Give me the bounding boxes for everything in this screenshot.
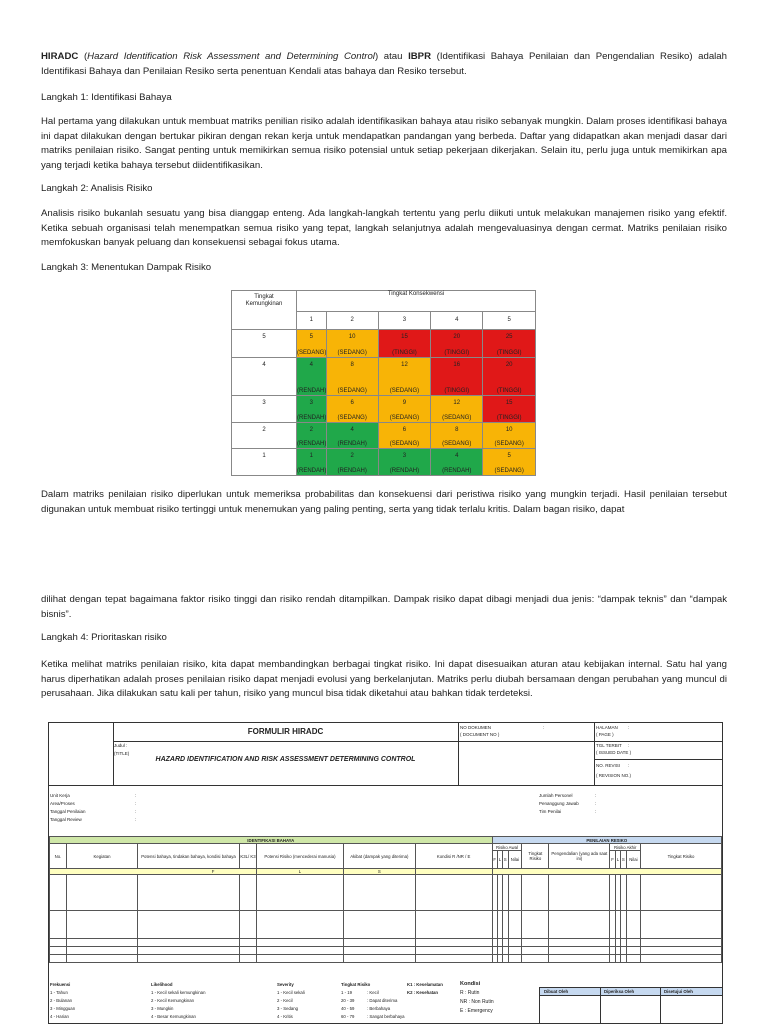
legend-item: 3 - Mingguan: [50, 1006, 76, 1011]
hiradc-abbrev: HIRADC: [41, 51, 79, 62]
risk-value: 20: [505, 361, 513, 368]
risk-value: 4: [455, 453, 459, 460]
risk-level: (RENDAH): [337, 468, 367, 474]
col-label: 4: [431, 311, 483, 330]
risk-level: (TINGGI): [496, 414, 522, 421]
risk-level: (SEDANG): [389, 387, 420, 394]
risk-level: (SEDANG): [442, 441, 472, 448]
col-risiko-akhir: Risiko Akhir: [610, 844, 641, 851]
risk-level: (SEDANG): [494, 441, 524, 448]
issued-date-label: ( ISSUED DATE ): [596, 750, 632, 755]
legend-item: 1 - Kecil sekali: [277, 990, 305, 995]
risk-value: 4: [309, 361, 313, 368]
risk-level: (RENDAH): [297, 441, 327, 448]
risk-level: (RENDAH): [297, 414, 327, 421]
tingkat-risiko-label: Tingkat Risiko: [341, 982, 371, 987]
matrix-row: [232, 449, 536, 476]
legend-item: 4 - Kritis: [277, 1014, 293, 1019]
col-s: S: [620, 851, 626, 869]
page-box: [594, 723, 722, 742]
risk-cell: [326, 395, 378, 422]
form-title-box: [113, 723, 459, 742]
col-label: 5: [483, 311, 536, 330]
table-row: [50, 875, 722, 911]
risk-level: (TINGGI): [496, 349, 522, 356]
risk-cell: [297, 330, 327, 358]
step3-heading: Langkah 3: Menentukan Dampak Risiko: [41, 262, 212, 273]
table-row: [50, 911, 722, 939]
risk-level: (SEDANG): [389, 441, 420, 448]
no-revisi-label: NO. REVISI: [596, 763, 621, 768]
col-potensi-bahaya: Potensi bahaya, tindakan bahaya, kondisi bahaya: [138, 844, 240, 869]
matrix-row: [232, 330, 536, 358]
doc-blank-box: [458, 741, 595, 786]
risk-cell: [378, 330, 430, 358]
risk-cell: [326, 449, 378, 476]
risk-cell: [326, 330, 378, 358]
risk-value: 6: [402, 426, 407, 433]
no-dokumen-label: NO DOKUMEN: [460, 725, 492, 730]
risk-level: (SEDANG): [442, 414, 472, 421]
legend-item: 3 - Mungkin: [151, 1006, 174, 1011]
risk-value: 2: [350, 453, 354, 460]
fls-bar: S: [344, 869, 416, 875]
risk-cell: [431, 422, 483, 449]
table-row: [50, 955, 722, 963]
risk-cell: [483, 357, 536, 395]
col-kegiatan: Kegiatan: [67, 844, 138, 869]
issued-box: [594, 741, 722, 760]
risk-cell: [431, 357, 483, 395]
col-label: 2: [326, 311, 378, 330]
risk-level: (TINGGI): [392, 349, 417, 356]
risk-cell: [297, 395, 327, 422]
legend-item: 20 - 39: [341, 998, 355, 1003]
risk-cell: [378, 395, 430, 422]
risk-level: (SEDANG): [389, 414, 420, 421]
risk-value: 9: [402, 399, 407, 406]
row-label: 4: [232, 357, 297, 395]
risk-level: (RENDAH): [389, 468, 420, 474]
penanggung-jawab-label: Penanggung Jawab: [539, 801, 579, 806]
col-pengendalian: Pengendalian (yang ada saat ini): [549, 844, 610, 869]
revision-no-label: ( REVISION NO.): [596, 773, 632, 778]
doc-no-box: [458, 723, 595, 742]
risk-value: 8: [350, 361, 354, 368]
step2-text: Analisis risiko bukanlah sesuatu yang bisa dianggap enteng. Ada langkah-langkah tertentu yang perlu diikuti untuk melakukan manajemen risiko yang efektif. Ketika sebuah organisasi telah menempatkan semua risiko yang tepat, langkah selanjutnya adalah mengevaluasinya dengan cermat. Matriks penilaian risiko memfokuskan banyak peluang dan konsekuensi sebagai fokus utama.: [41, 208, 727, 249]
risk-cell: [378, 357, 430, 395]
risk-value: 25: [505, 334, 513, 341]
form-title: FORMULIR HIRADC: [247, 727, 324, 736]
risk-value: 5: [507, 453, 511, 460]
k1-label: K1 : Keselamatan: [407, 982, 443, 987]
col-l: L: [615, 851, 620, 869]
risk-cell: [483, 395, 536, 422]
penilaian-bar: PENILAIAN RESIKO: [492, 837, 721, 844]
legend-item: 40 - 59: [341, 1006, 355, 1011]
area-label: Area/Proses: [50, 801, 75, 806]
col-nilai: Nilai: [508, 851, 522, 869]
risk-level: (RENDAH): [297, 387, 327, 394]
colon: :: [595, 793, 597, 798]
risk-level: (RENDAH): [297, 468, 327, 474]
legend-item: : Berbahaya: [367, 1006, 391, 1011]
legend-item: E : Emergency: [460, 1008, 493, 1014]
colon: :: [135, 809, 137, 814]
tgl-terbit-label: TGL TERBIT: [596, 743, 622, 748]
step1-heading: Langkah 1: Identifikasi Bahaya: [41, 92, 172, 103]
col-akibat: Akibat (dampak yang diterima): [344, 844, 416, 869]
risk-cell: [483, 422, 536, 449]
matrix-row: [232, 395, 536, 422]
col-tingkat-risiko: Tingkat Risiko: [522, 844, 549, 869]
intro-text: (: [78, 51, 88, 62]
col-no: No.: [50, 844, 67, 869]
risk-cell: [297, 422, 327, 449]
revision-box: [594, 759, 722, 786]
col-kondisi: Kondisi R /NR / E: [415, 844, 492, 869]
info-section: [49, 785, 722, 837]
risk-level: (SEDANG): [494, 468, 524, 474]
risk-matrix: [231, 290, 536, 476]
risk-cell: [431, 449, 483, 476]
legend-item: 3 - Sedang: [277, 1006, 299, 1011]
risk-level: (RENDAH): [337, 441, 367, 448]
risk-cell: [378, 449, 430, 476]
halaman-label: HALAMAN: [596, 725, 618, 730]
risk-value: 5: [309, 334, 313, 341]
table-row: [50, 939, 722, 947]
likelihood-label: Likelihood: [151, 982, 173, 987]
col-header: Tingkat Konsekwensi: [297, 291, 536, 312]
document-no-label: ( DOCUMENT NO ): [460, 732, 500, 737]
legend-item: R : Rutin: [460, 990, 480, 996]
risk-cell: [431, 330, 483, 358]
risk-cell: [326, 357, 378, 395]
risk-cell: [483, 449, 536, 476]
colon: :: [628, 725, 630, 730]
risk-value: 12: [453, 399, 461, 406]
risk-value: 15: [401, 334, 408, 341]
tim-penilai-label: Tim Penilai: [539, 809, 562, 814]
subtitle-box: [113, 741, 459, 786]
title-label: (TITLE): [114, 751, 130, 756]
risk-level: (SEDANG): [337, 349, 367, 356]
ibpr-full: (Identifikasi Bahaya Penilaian dan Pengendalian Resiko) adalah Identifikasi Bahaya dan Penilaian Resiko serta penentuan Kendali atas bahaya dan Resiko tersebut.: [41, 51, 727, 77]
risk-level: (TINGGI): [496, 387, 522, 394]
step3-text-b: dilihat dengan tepat bagaimana faktor risiko tinggi dan risiko rendah ditampilkan. Dampak risiko dapat dibagi menjadi dua jenis: “dampak teknis” dan “dampak bisnis”.: [41, 594, 727, 620]
legend-item: : Kecil: [367, 990, 379, 995]
col-potensi-risiko: Potensi Risiko (mencederai manusia): [257, 844, 344, 869]
risk-level: (TINGGI): [444, 387, 470, 394]
severity-label: Severity: [277, 982, 294, 987]
identifikasi-bar: IDENTIFIKASI BAHAYA: [50, 837, 493, 844]
risk-level: (SEDANG): [297, 349, 327, 356]
legend-item: NR : Non Rutin: [460, 999, 494, 1005]
page-label: ( PAGE ): [596, 732, 614, 737]
frekuensi-label: Frekuensi: [50, 982, 71, 987]
step2-heading: Langkah 2: Analisis Risiko: [41, 183, 153, 194]
risk-cell: [297, 449, 327, 476]
colon: :: [135, 801, 137, 806]
risk-level: (TINGGI): [444, 349, 470, 356]
hiradc-full: Hazard Identification Risk Assessment and Determining Control: [87, 51, 375, 62]
jumlah-personel-label: Jumlah Personel: [539, 793, 573, 798]
colon: :: [628, 763, 630, 768]
intro-text: ) atau: [374, 51, 409, 62]
risk-value: 3: [402, 453, 407, 460]
hiradc-form: [48, 722, 723, 1024]
tgl-review-label: Tanggal Review: [50, 817, 82, 822]
risk-value: 2: [309, 426, 313, 433]
risk-value: 10: [505, 426, 513, 433]
risk-value: 3: [309, 399, 313, 406]
legend-item: 4 - Harian: [50, 1014, 69, 1019]
matrix-row: [232, 357, 536, 395]
legend-item: 4 - Besar Kemungkinan: [151, 1014, 196, 1019]
risk-cell: [431, 395, 483, 422]
risk-cell: [297, 357, 327, 395]
step4-text: Ketika melihat matriks penilaian risiko, kita dapat membandingkan berbagai tingkat risiko. Ini dapat disesuaikan aturan atau kebijakan internal. Satu hal yang harus diperhatikan adalah proses penilaian risiko dapat menjadi evolusi yang berkelanjutan. Matriks perlu diubah bersamaan dengan perubahan yang muncul di perusahaan. Jika dilakukan satu kali per tahun, risiko yang muncul bisa tidak diketahui atau bahkan tidak terdeteksi.: [41, 659, 727, 700]
row-label: 1: [232, 449, 297, 476]
signature-box: [539, 987, 722, 1024]
risk-value: 1: [309, 453, 313, 460]
legend-item: 2 - Kecil: [277, 998, 293, 1003]
risk-cell: [326, 422, 378, 449]
step3-text-a: Dalam matriks penilaian risiko diperlukan untuk memeriksa probabilitas dan konsekuensi dari peristiwa risiko yang mungkin terjadi. Hasil penilaian tersebut digunakan untuk membuat risiko tertinggi untuk menemukan yang paling penting, serta yang tidak terlalu kritis. Dalam bagan risiko, dapat: [41, 489, 727, 515]
risk-value: 12: [401, 361, 408, 368]
colon: :: [595, 801, 597, 806]
col-label: 3: [378, 311, 430, 330]
colon: :: [135, 817, 137, 822]
risk-value: 20: [453, 334, 461, 341]
legend-item: : Sangat berbahaya: [367, 1014, 405, 1019]
disetujui-label: Disetujui Oleh: [664, 989, 693, 994]
legend-item: : Dapat diterima: [367, 998, 398, 1003]
colon: :: [595, 809, 597, 814]
row-label: 2: [232, 422, 297, 449]
risk-level: (SEDANG): [337, 414, 367, 421]
risk-cell: [483, 330, 536, 358]
col-nilai: Nilai: [626, 851, 640, 869]
row-header: Tingkat Kemungkinan: [232, 291, 297, 330]
risk-value: 4: [350, 426, 354, 433]
logo-box: [49, 723, 114, 786]
k2-label: K2 : Kesehatan: [407, 990, 439, 995]
ibpr-abbrev: IBPR: [408, 51, 431, 62]
row-label: 5: [232, 330, 297, 358]
fls-bar: F: [50, 869, 257, 875]
unit-kerja-label: Unit Kerja: [50, 793, 70, 798]
risk-level: (RENDAH): [442, 468, 472, 474]
legend-item: 1 - 19: [341, 990, 352, 995]
step4-heading: Langkah 4: Prioritaskan risiko: [41, 632, 167, 643]
fls-bar: L: [257, 869, 344, 875]
risk-level: (SEDANG): [337, 387, 367, 394]
col-tingkat-risiko-akhir: Tingkat Risiko: [641, 844, 722, 869]
col-label: 1: [297, 311, 327, 330]
col-risiko-awal: Risiko Awal: [492, 844, 522, 851]
diperiksa-label: Diperiksa Oleh: [604, 989, 635, 994]
risk-cell: [378, 422, 430, 449]
hiradc-grid: [49, 836, 722, 963]
tgl-penilaian-label: Tanggal Penilaian: [50, 809, 86, 814]
col-l: L: [497, 851, 502, 869]
colon: :: [543, 725, 545, 730]
risk-value: 8: [455, 426, 459, 433]
risk-value: 10: [348, 334, 356, 341]
col-s: S: [502, 851, 508, 869]
matrix-row: [232, 422, 536, 449]
intro-paragraph: [41, 50, 727, 79]
row-label: 3: [232, 395, 297, 422]
legend-item: 2 - Kecil Kemungkinan: [151, 998, 194, 1003]
col-k3l: K3L/ K3: [240, 844, 257, 869]
legend-item: 1 - Tahun: [50, 990, 68, 995]
form-subtitle: HAZARD IDENTIFICATION AND RISK ASSESSMENT DETERMINING CONTROL: [155, 756, 416, 763]
judul-label: Judul :: [114, 743, 128, 748]
risk-value: 15: [505, 399, 513, 406]
colon: :: [628, 743, 630, 748]
kondisi-label: Kondisi: [460, 981, 481, 987]
col-f: F: [610, 851, 615, 869]
colon: :: [135, 793, 137, 798]
table-row: [50, 947, 722, 955]
dibuat-label: Dibuat Oleh: [544, 989, 569, 994]
risk-value: 6: [350, 399, 354, 406]
legend-item: 60 - 79: [341, 1014, 355, 1019]
legend-item: 1 - Kecil sekali kemungkinan: [151, 990, 206, 995]
step1-text: Hal pertama yang dilakukan untuk membuat matriks penilian risiko adalah identifikasikan bahaya atau risiko sebanyak mungkin. Dalam proses identifikasi bahaya ini dapat dilakukan dengan bertukar pikiran dengan rekan kerja untuk mendapatkan pandangan yang berbeda. Daftar yang didapatkan akan menjadi dasar dari matriks penilaian risiko. Sangat penting untuk memikirkan semua risiko potensial untuk setiap pekerjaan dikerjakan. Selain itu, perlu juga untuk memikirkan apa yang terjadi ketika bahaya tersebut diidentifikasikan.: [41, 116, 727, 172]
legend-item: 2 - Bulanan: [50, 998, 72, 1003]
risk-value: 16: [453, 361, 461, 368]
col-f: F: [492, 851, 497, 869]
